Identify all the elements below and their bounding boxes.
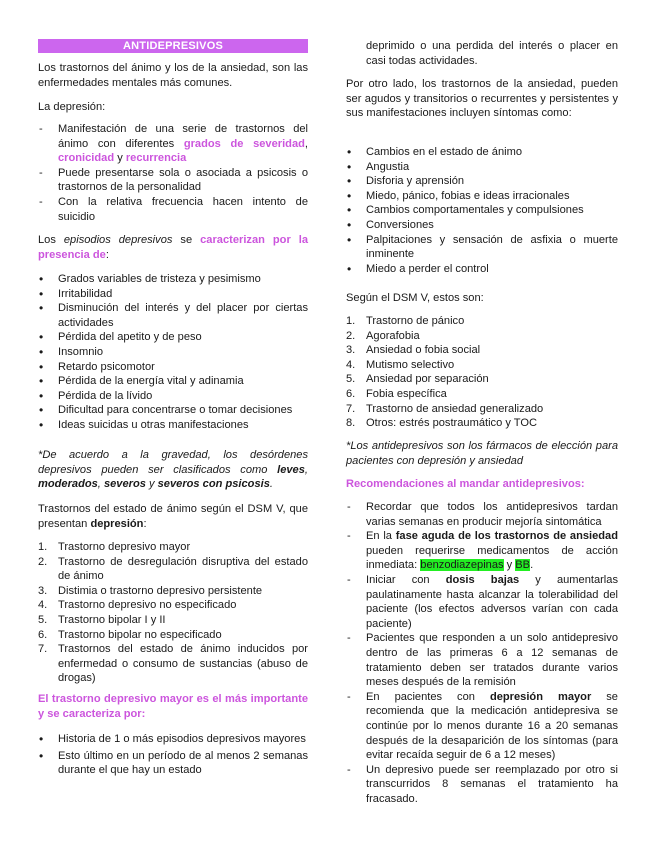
list-item: • Insomnio — [39, 344, 104, 359]
list-item: 1. Trastorno de pánico — [346, 315, 465, 327]
list-item: - Con la relativa frecuencia hacen intento de suicidio — [39, 195, 308, 223]
list-item: 3. Ansiedad o fobia social — [346, 344, 481, 357]
bullet-marker: • — [347, 232, 352, 247]
bullet-marker: • — [39, 417, 44, 432]
list-item: • Retardo psicomotor — [39, 359, 155, 374]
bullet-marker: • — [347, 145, 352, 159]
list-item: • Grados variables de tristeza y pesimismo — [39, 272, 261, 286]
list-item: • Cambios comportamentales y compulsiones — [347, 203, 584, 218]
list-item: 4. Trastorno depresivo no especificado — [38, 599, 237, 612]
bullet-marker: • — [39, 286, 44, 301]
list-item: 4. Mutismo selectivo — [346, 358, 455, 371]
episodes-highlight: caracterizan por la presencia de — [38, 234, 309, 261]
list-item: - Recordar que todos los antidepresivos tardan varias semanas en producir mejoría sintomática — [347, 501, 618, 528]
benzodiazepinas-highlight: benzodiazepinas — [420, 559, 504, 572]
dsm-depression-list — [38, 540, 308, 686]
bb-highlight: BB — [515, 559, 531, 572]
dsm-anxiety-intro: Según el DSM V, estos son: — [346, 292, 484, 304]
depression-heading: La depresión: — [38, 101, 106, 113]
list-item: • Esto último en un período de al menos 2 semanas durante el que hay un estado — [39, 748, 308, 777]
major-depression-list — [38, 732, 308, 778]
dash-marker: - — [347, 530, 351, 543]
list-item: 8. Otros: estrés postraumático y TOC — [346, 417, 537, 430]
list-item: • Miedo a perder el control — [347, 261, 489, 276]
bullet-marker: • — [39, 388, 44, 403]
dash-marker: - — [347, 573, 351, 586]
list-item: - En pacientes con depresión mayor se recomienda que la medicación antidepresiva se continúe por lo menos durante 16 a 20 semanas después de la desaparición de los síntomas (para evitar recaída seguir de 6 a 12 meses) — [347, 690, 618, 762]
bullet-marker: • — [39, 344, 44, 359]
major-depression-heading: El trastorno depresivo mayor es el más importante y se caracteriza por: — [38, 693, 308, 720]
bullet-marker: • — [39, 374, 44, 389]
dash-marker: - — [347, 690, 351, 703]
list-item: • Ideas suicidas u otras manifestaciones — [39, 417, 249, 432]
dash-marker: - — [347, 501, 351, 513]
list-item: • Disminución del interés y del placer por ciertas actividades — [39, 301, 308, 329]
list-item: 5. Ansiedad por separación — [346, 373, 489, 386]
depression-points — [38, 122, 308, 224]
bullet-marker: • — [39, 403, 44, 418]
severity-highlight: grados de severidad — [183, 137, 305, 150]
list-item: - Iniciar con dosis bajas y aumentarlas paulatinamente hasta alcanzar la tolerabilidad del paciente (los efectos adversos varían con cada paciente) — [347, 573, 618, 630]
list-item: 1. Trastorno depresivo mayor — [38, 541, 191, 553]
list-item: • Palpitaciones y sensación de asfixia o muerte inminente — [347, 232, 618, 261]
list-item: • Pérdida de la energía vital y adinamia — [39, 374, 244, 389]
dash-marker: - — [39, 166, 43, 179]
episodes-list — [38, 272, 308, 433]
anxiety-intro: Por otro lado, los trastornos de la ansiedad, pueden ser agudos y transitorios o recurrentes y persistentes y sus manifestaciones incluyen síntomas como: — [346, 78, 618, 120]
list-item: - Puede presentarse sola o asociada a psicosis o trastornos de la personalidad — [39, 166, 308, 194]
list-item: • Pérdida del apetito y de peso — [39, 330, 202, 345]
dash-marker: - — [39, 195, 43, 208]
bullet-marker: • — [39, 732, 44, 746]
election-note: *Los antidepresivos son los fármacos de elección para pacientes con depresión y ansiedad — [346, 440, 618, 467]
intro-paragraph: Los trastornos del ánimo y los de la ansiedad, son las enfermedades mentales más comunes. — [38, 62, 308, 89]
list-item: • Disforia y aprensión — [347, 174, 465, 189]
list-item: 2. Agorafobia — [346, 329, 420, 342]
list-item: • Irritabilidad — [39, 286, 113, 301]
list-item: • Miedo, pánico, fobias e ideas irracionales — [347, 188, 570, 203]
bullet-marker: • — [347, 203, 352, 218]
recommendations-list — [346, 500, 618, 806]
list-item: • Angustia — [347, 159, 410, 174]
severity-note: *De acuerdo a la gravedad, los desórdenes depresivos pueden ser clasificados como leves, moderados, severos y severos con psicosis. — [38, 449, 308, 491]
dash-marker: - — [347, 763, 351, 776]
continuation-text: deprimido o una perdida del interés o placer en casi todas actividades. — [366, 40, 618, 67]
bullet-marker: • — [39, 272, 44, 286]
bullet-marker: • — [39, 330, 44, 345]
list-item: - Manifestación de una serie de trastornos del ánimo con diferentes grados de severidad, cronicidad y recurrencia — [39, 123, 308, 165]
recommendations-heading: Recomendaciones al mandar antidepresivos: — [346, 478, 585, 490]
dsm-anxiety-list — [346, 314, 618, 431]
bullet-marker: • — [347, 159, 352, 174]
list-item: 5. Trastorno bipolar I y II — [38, 613, 166, 626]
list-item: • Cambios en el estado de ánimo — [347, 145, 523, 159]
list-item: 7. Trastornos del estado de ánimo inducidos por enfermedad o consumo de sustancias (abuso de drogas) — [38, 643, 308, 685]
bullet-marker: • — [39, 359, 44, 374]
bullet-marker: • — [39, 748, 44, 763]
bullet-marker: • — [347, 261, 352, 276]
anxiety-symptoms-list — [346, 145, 618, 276]
bullet-marker: • — [347, 217, 352, 232]
episodes-intro: Los episodios depresivos se caracterizan por la presencia de: — [38, 234, 309, 261]
list-item: • Pérdida de la lívido — [39, 388, 153, 403]
bullet-marker: • — [347, 188, 352, 203]
list-item: 2. Trastorno de desregulación disruptiva del estado de ánimo — [38, 555, 308, 583]
chronicity-highlight: cronicidad — [58, 152, 115, 165]
dash-marker: - — [347, 632, 351, 645]
recurrence-highlight: recurrencia — [125, 152, 187, 165]
dash-marker: - — [39, 123, 43, 135]
list-item: 7. Trastorno de ansiedad generalizado — [346, 402, 544, 415]
dsm-intro: Trastornos del estado de ánimo según el DSM V, que presentan depresión: — [38, 503, 308, 530]
list-item: - En la fase aguda de los trastornos de ansiedad pueden requerirse medicamentos de acción inmediata: benzodiazepinas y BB. — [347, 530, 618, 572]
bullet-marker: • — [347, 174, 352, 189]
page-title: ANTIDEPRESIVOS — [38, 39, 308, 53]
list-item: 6. Trastorno bipolar no especificado — [38, 628, 222, 641]
list-item: 3. Distimia o trastorno depresivo persistente — [38, 584, 263, 597]
list-item: - Pacientes que responden a un solo antidepresivo dentro de las primeras 6 a 12 semanas de tratamiento deben ser tratados durante varios meses después de la remisión — [347, 632, 618, 689]
list-item: • Dificultad para concentrarse o tomar decisiones — [39, 403, 293, 418]
bullet-marker: • — [39, 301, 44, 316]
list-item: 6. Fobia específica — [346, 387, 447, 400]
list-item: • Historia de 1 o más episodios depresivos mayores — [39, 732, 306, 746]
list-item: • Conversiones — [347, 217, 434, 232]
list-item: - Un depresivo puede ser reemplazado por otro si transcurridos 8 semanas el tratamiento ha fracasado. — [347, 763, 618, 805]
